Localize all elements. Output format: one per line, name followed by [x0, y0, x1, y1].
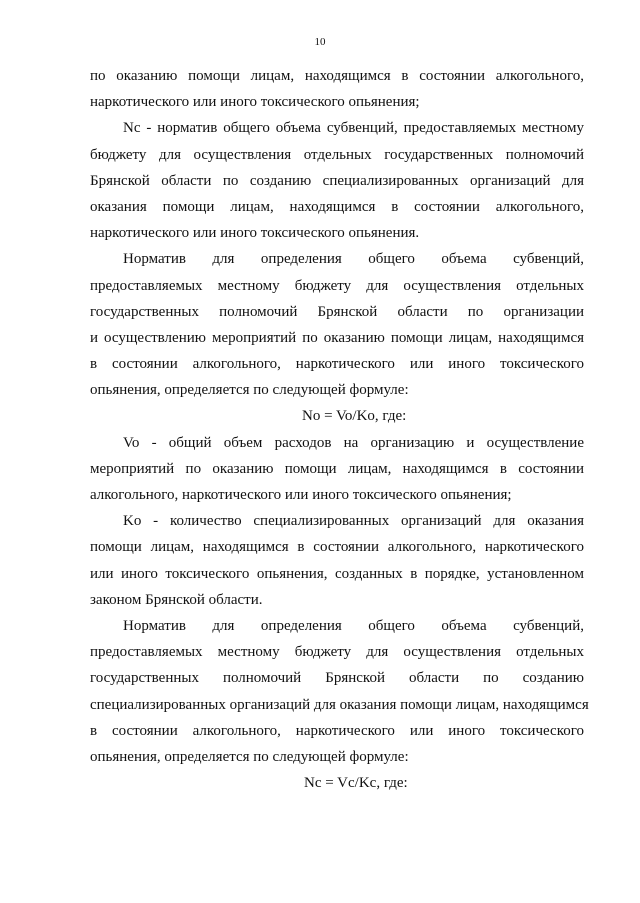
text-line: опьянения, определяется по следующей формуле:: [90, 382, 409, 399]
text-line: предоставляемых местному бюджету для осуществления отдельных: [90, 644, 584, 661]
text-line: оказания помощи лицам, находящимся в состоянии алкогольного,: [90, 198, 584, 215]
text-line: Брянской области по созданию специализированных организаций для: [90, 172, 584, 189]
text-line: помощи лицам, находящимся в состоянии алкогольного, наркотического: [90, 539, 584, 556]
text-line: наркотического или иного токсического опьянения;: [90, 94, 420, 111]
text-line: законом Брянской области.: [90, 591, 263, 608]
text-line: Nc - норматив общего объема субвенций, предоставляемых местному: [123, 120, 584, 137]
page-number: 10: [314, 36, 326, 48]
text-line: наркотического или иного токсического опьянения.: [90, 225, 420, 242]
text-line: специализированных организаций для оказания помощи лицам, находящимся: [90, 696, 589, 713]
formula-no: No = Vo/Ko, где:: [302, 408, 407, 425]
text-line: государственных полномочий Брянской области по созданию: [90, 670, 584, 687]
text-line: мероприятий по оказанию помощи лицам, находящимся в состоянии: [90, 460, 584, 477]
text-line: опьянения, определяется по следующей формуле:: [90, 748, 409, 765]
document-body: [90, 63, 589, 796]
text-line: предоставляемых местному бюджету для осуществления отдельных: [90, 277, 584, 294]
text-line: Норматив для определения общего объема субвенций,: [123, 251, 584, 268]
text-line: алкогольного, наркотического или иного токсического опьянения;: [90, 487, 512, 503]
text-line: или иного токсического опьянения, созданных в порядке, установленном: [90, 565, 584, 582]
text-line: и осуществлению мероприятий по оказанию помощи лицам, находящимся: [90, 329, 584, 346]
formula-nc: Nc = Vc/Kc, где:: [304, 775, 408, 792]
text-line: Ko - количество специализированных организаций для оказания: [123, 513, 584, 530]
text-line: бюджету для осуществления отдельных государственных полномочий: [90, 146, 584, 163]
text-line: в состоянии алкогольного, наркотического или иного токсического: [90, 722, 584, 739]
text-line: по оказанию помощи лицам, находящимся в состоянии алкогольного,: [90, 68, 584, 84]
text-line: в состоянии алкогольного, наркотического или иного токсического: [90, 356, 584, 373]
text-line: Норматив для определения общего объема субвенций,: [123, 617, 584, 634]
text-line: государственных полномочий Брянской области по организации: [90, 303, 584, 320]
text-line: Vo - общий объем расходов на организацию и осуществление: [123, 434, 584, 451]
